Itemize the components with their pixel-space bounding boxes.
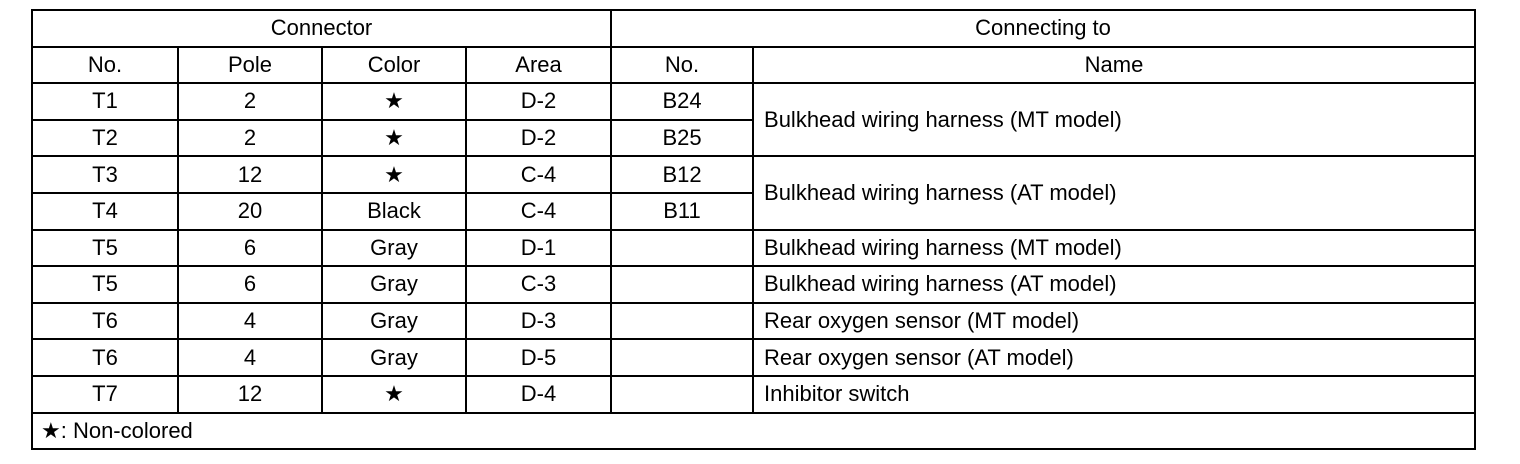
cell-connecting-no xyxy=(611,376,753,413)
cell-name: Bulkhead wiring harness (MT model) xyxy=(753,230,1475,267)
cell-pole: 2 xyxy=(178,120,322,157)
cell-pole: 6 xyxy=(178,266,322,303)
group-header-row xyxy=(32,10,1475,47)
cell-no: T5 xyxy=(32,266,178,303)
cell-pole: 4 xyxy=(178,303,322,340)
cell-connecting-no xyxy=(611,230,753,267)
cell-connecting-no: B11 xyxy=(611,193,753,230)
table-row xyxy=(32,266,1475,303)
cell-no: T7 xyxy=(32,376,178,413)
cell-name: Bulkhead wiring harness (MT model) xyxy=(753,83,1475,156)
footnote-row xyxy=(32,413,1475,450)
cell-color: Gray xyxy=(322,303,466,340)
cell-no: T1 xyxy=(32,83,178,120)
cell-color: Gray xyxy=(322,339,466,376)
cell-area: C-4 xyxy=(466,193,611,230)
cell-color: Gray xyxy=(322,266,466,303)
cell-name: Inhibitor switch xyxy=(753,376,1475,413)
col-header-pole: Pole xyxy=(178,47,322,84)
cell-color: ★ xyxy=(322,83,466,120)
footnote: ★: Non-colored xyxy=(32,413,1475,450)
cell-color: Black xyxy=(322,193,466,230)
cell-color: Gray xyxy=(322,230,466,267)
cell-no: T5 xyxy=(32,230,178,267)
cell-no: T3 xyxy=(32,156,178,193)
cell-no: T4 xyxy=(32,193,178,230)
cell-connecting-no: B12 xyxy=(611,156,753,193)
cell-pole: 12 xyxy=(178,376,322,413)
cell-name: Rear oxygen sensor (AT model) xyxy=(753,339,1475,376)
table-row xyxy=(32,339,1475,376)
cell-pole: 4 xyxy=(178,339,322,376)
cell-color: ★ xyxy=(322,376,466,413)
cell-color: ★ xyxy=(322,156,466,193)
connector-table xyxy=(31,9,1476,450)
cell-pole: 6 xyxy=(178,230,322,267)
cell-connecting-no: B24 xyxy=(611,83,753,120)
cell-color: ★ xyxy=(322,120,466,157)
column-header-row xyxy=(32,47,1475,84)
cell-no: T2 xyxy=(32,120,178,157)
cell-connecting-no xyxy=(611,339,753,376)
cell-area: D-1 xyxy=(466,230,611,267)
col-header-no: No. xyxy=(32,47,178,84)
col-header-area: Area xyxy=(466,47,611,84)
col-header-color: Color xyxy=(322,47,466,84)
cell-connecting-no: B25 xyxy=(611,120,753,157)
cell-area: C-3 xyxy=(466,266,611,303)
table-row xyxy=(32,230,1475,267)
cell-area: D-2 xyxy=(466,83,611,120)
connecting-to-group-header: Connecting to xyxy=(611,10,1475,47)
cell-area: D-2 xyxy=(466,120,611,157)
cell-name: Bulkhead wiring harness (AT model) xyxy=(753,156,1475,229)
col-header-name: Name xyxy=(753,47,1475,84)
cell-area: C-4 xyxy=(466,156,611,193)
cell-no: T6 xyxy=(32,339,178,376)
cell-connecting-no xyxy=(611,266,753,303)
table-row xyxy=(32,303,1475,340)
table-row xyxy=(32,376,1475,413)
cell-name: Rear oxygen sensor (MT model) xyxy=(753,303,1475,340)
col-header-connecting-no: No. xyxy=(611,47,753,84)
cell-no: T6 xyxy=(32,303,178,340)
table-row xyxy=(32,156,1475,193)
cell-area: D-5 xyxy=(466,339,611,376)
table-row xyxy=(32,83,1475,120)
cell-pole: 2 xyxy=(178,83,322,120)
cell-pole: 12 xyxy=(178,156,322,193)
cell-name: Bulkhead wiring harness (AT model) xyxy=(753,266,1475,303)
cell-pole: 20 xyxy=(178,193,322,230)
cell-connecting-no xyxy=(611,303,753,340)
connector-group-header: Connector xyxy=(32,10,611,47)
cell-area: D-3 xyxy=(466,303,611,340)
cell-area: D-4 xyxy=(466,376,611,413)
